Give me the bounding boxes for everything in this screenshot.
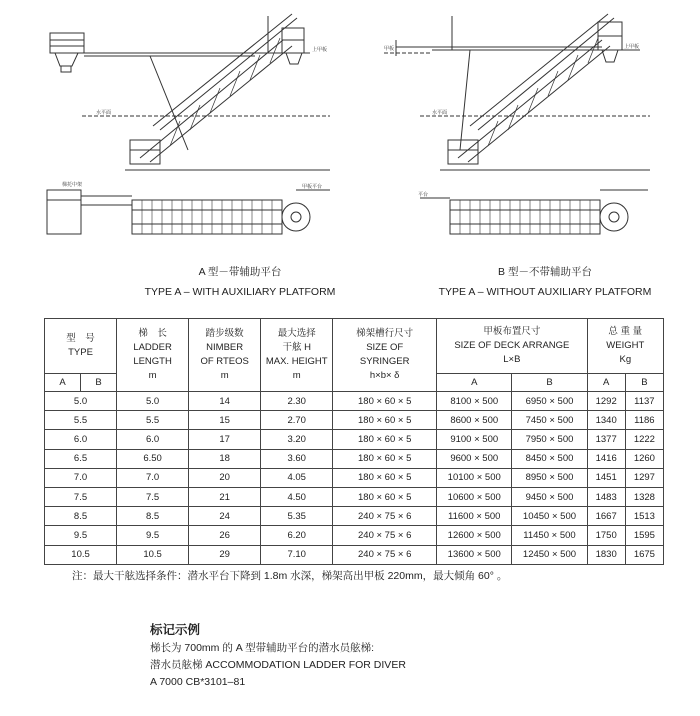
marking-example (150, 622, 406, 691)
cell-deck-a: 12600 × 500 (437, 526, 512, 545)
subheader-type-a: A (45, 374, 81, 392)
fig-b-deck-label: 上甲板 (624, 44, 640, 50)
subheader-deck-a: A (437, 374, 512, 392)
cell-deck-b: 9450 × 500 (512, 487, 587, 506)
header-syringer: 梯架槽行尺寸 SIZE OF SYRINGER h×b× δ (333, 319, 437, 392)
cell-deck-a: 10100 × 500 (437, 468, 512, 487)
cell-length: 7.0 (117, 468, 189, 487)
table-row (45, 545, 664, 564)
figure-b-side-view (384, 14, 650, 170)
figure-a-plan-view (47, 190, 330, 234)
table-row (45, 468, 664, 487)
fig-b-top-label: 平台 (418, 192, 429, 198)
cell-steps: 24 (189, 507, 261, 526)
subheader-weight-b: B (625, 374, 663, 392)
cell-deck-a: 13600 × 500 (437, 545, 512, 564)
cell-deck-a: 11600 × 500 (437, 507, 512, 526)
cell-height: 6.20 (261, 526, 333, 545)
cell-height: 2.70 (261, 411, 333, 430)
figure-a-caption-cn: A 型－带辅助平台 (198, 266, 282, 278)
cell-deck-b: 7950 × 500 (512, 430, 587, 449)
cell-w-b: 1513 (625, 507, 663, 526)
cell-deck-b: 8950 × 500 (512, 468, 587, 487)
cell-w-a: 1340 (587, 411, 625, 430)
cell-height: 4.05 (261, 468, 333, 487)
cell-w-a: 1292 (587, 392, 625, 411)
fig-a-top-label: 甲板平台 (302, 184, 323, 190)
cell-steps: 29 (189, 545, 261, 564)
cell-type: 9.5 (45, 526, 117, 545)
cell-deck-a: 9100 × 500 (437, 430, 512, 449)
cell-length: 7.5 (117, 487, 189, 506)
cell-syringer: 180 × 60 × 5 (333, 392, 437, 411)
subheader-deck-b: B (512, 374, 587, 392)
cell-steps: 20 (189, 468, 261, 487)
fig-a-deck-label: 上甲板 (312, 47, 328, 53)
fig-b-side-label: 甲板 (384, 46, 395, 52)
cell-length: 10.5 (117, 545, 189, 564)
cell-w-b: 1328 (625, 487, 663, 506)
figure-a-side-view (50, 14, 330, 170)
cell-syringer: 180 × 60 × 5 (333, 468, 437, 487)
cell-w-b: 1675 (625, 545, 663, 564)
cell-deck-a: 8100 × 500 (437, 392, 512, 411)
cell-length: 6.50 (117, 449, 189, 468)
table-row (45, 507, 664, 526)
header-length: 梯 长 LADDER LENGTH m (117, 319, 189, 392)
cell-height: 3.60 (261, 449, 333, 468)
cell-deck-a: 8600 × 500 (437, 411, 512, 430)
cell-syringer: 180 × 60 × 5 (333, 487, 437, 506)
fig-b-water-label: 水平面 (432, 110, 448, 116)
cell-length: 6.0 (117, 430, 189, 449)
cell-syringer: 240 × 75 × 6 (333, 507, 437, 526)
fig-a-box-label: 梯托中架 (62, 182, 83, 188)
example-line-1: 梯长为 700mm 的 A 型带辅助平台的潜水员舷梯: (150, 642, 375, 654)
spec-table-body (45, 392, 664, 565)
cell-steps: 21 (189, 487, 261, 506)
table-row (45, 487, 664, 506)
spec-table (44, 318, 664, 565)
cell-steps: 15 (189, 411, 261, 430)
cell-steps: 14 (189, 392, 261, 411)
cell-deck-b: 10450 × 500 (512, 507, 587, 526)
cell-height: 2.30 (261, 392, 333, 411)
cell-w-a: 1451 (587, 468, 625, 487)
table-row (45, 526, 664, 545)
example-line-3: A 7000 CB*3101–81 (150, 676, 246, 688)
ladder-drawings (0, 0, 700, 262)
cell-steps: 18 (189, 449, 261, 468)
fig-a-water-label: 水平面 (96, 110, 112, 116)
cell-syringer: 240 × 75 × 6 (333, 526, 437, 545)
header-deck: 甲板布置尺寸 SIZE OF DECK ARRANGE L×B (437, 319, 588, 374)
cell-w-a: 1483 (587, 487, 625, 506)
cell-type: 5.5 (45, 411, 117, 430)
cell-w-a: 1416 (587, 449, 625, 468)
cell-deck-a: 10600 × 500 (437, 487, 512, 506)
cell-deck-b: 11450 × 500 (512, 526, 587, 545)
figure-a-caption (150, 262, 330, 282)
figure-b-caption-en: TYPE A – WITHOUT AUXILIARY PLATFORM (438, 286, 652, 298)
cell-syringer: 240 × 75 × 6 (333, 545, 437, 564)
cell-height: 5.35 (261, 507, 333, 526)
cell-length: 9.5 (117, 526, 189, 545)
figure-a-caption-en: TYPE A – WITH AUXILIARY PLATFORM (144, 286, 336, 298)
cell-type: 8.5 (45, 507, 117, 526)
subheader-type-b: B (81, 374, 117, 392)
header-weight: 总 重 量 WEIGHT Kg (587, 319, 663, 374)
figure-b-caption (420, 262, 670, 282)
cell-w-a: 1750 (587, 526, 625, 545)
header-height: 最大选择 干舷 H MAX. HEIGHT m (261, 319, 333, 392)
cell-w-b: 1137 (625, 392, 663, 411)
cell-w-a: 1830 (587, 545, 625, 564)
table-row (45, 411, 664, 430)
figure-a-caption-en-wrap (120, 282, 360, 302)
cell-syringer: 180 × 60 × 5 (333, 430, 437, 449)
cell-type: 6.5 (45, 449, 117, 468)
cell-steps: 26 (189, 526, 261, 545)
cell-height: 7.10 (261, 545, 333, 564)
header-type: 型 号 TYPE (45, 319, 117, 374)
cell-type: 7.5 (45, 487, 117, 506)
cell-type: 5.0 (45, 392, 117, 411)
cell-w-b: 1186 (625, 411, 663, 430)
header-steps: 踏步级数 NIMBER OF RTEOS m (189, 319, 261, 392)
cell-w-a: 1377 (587, 430, 625, 449)
note: 注：最大干舷选择条件：潜水平台下降到 1.8m 水深，梯架高出甲板 220mm，最大倾角 60° 。 (72, 570, 508, 582)
example-title: 标记示例 (150, 623, 201, 637)
cell-length: 5.0 (117, 392, 189, 411)
example-line-2: 潜水员舷梯 ACCOMMODATION LADDER FOR DIVER (150, 659, 406, 671)
cell-deck-a: 9600 × 500 (437, 449, 512, 468)
cell-type: 7.0 (45, 468, 117, 487)
subheader-weight-a: A (587, 374, 625, 392)
cell-length: 8.5 (117, 507, 189, 526)
table-row (45, 392, 664, 411)
cell-type: 10.5 (45, 545, 117, 564)
cell-deck-b: 7450 × 500 (512, 411, 587, 430)
table-row (45, 449, 664, 468)
cell-w-a: 1667 (587, 507, 625, 526)
figure-b-plan-view (420, 190, 648, 234)
figure-b-caption-en-wrap (420, 282, 670, 302)
cell-type: 6.0 (45, 430, 117, 449)
cell-deck-b: 8450 × 500 (512, 449, 587, 468)
cell-deck-b: 6950 × 500 (512, 392, 587, 411)
cell-length: 5.5 (117, 411, 189, 430)
cell-height: 3.20 (261, 430, 333, 449)
cell-deck-b: 12450 × 500 (512, 545, 587, 564)
table-row (45, 430, 664, 449)
cell-w-b: 1222 (625, 430, 663, 449)
cell-syringer: 180 × 60 × 5 (333, 411, 437, 430)
cell-w-b: 1260 (625, 449, 663, 468)
cell-height: 4.50 (261, 487, 333, 506)
cell-w-b: 1297 (625, 468, 663, 487)
cell-steps: 17 (189, 430, 261, 449)
figure-b-caption-cn: B 型－不带辅助平台 (498, 266, 592, 278)
cell-w-b: 1595 (625, 526, 663, 545)
cell-syringer: 180 × 60 × 5 (333, 449, 437, 468)
